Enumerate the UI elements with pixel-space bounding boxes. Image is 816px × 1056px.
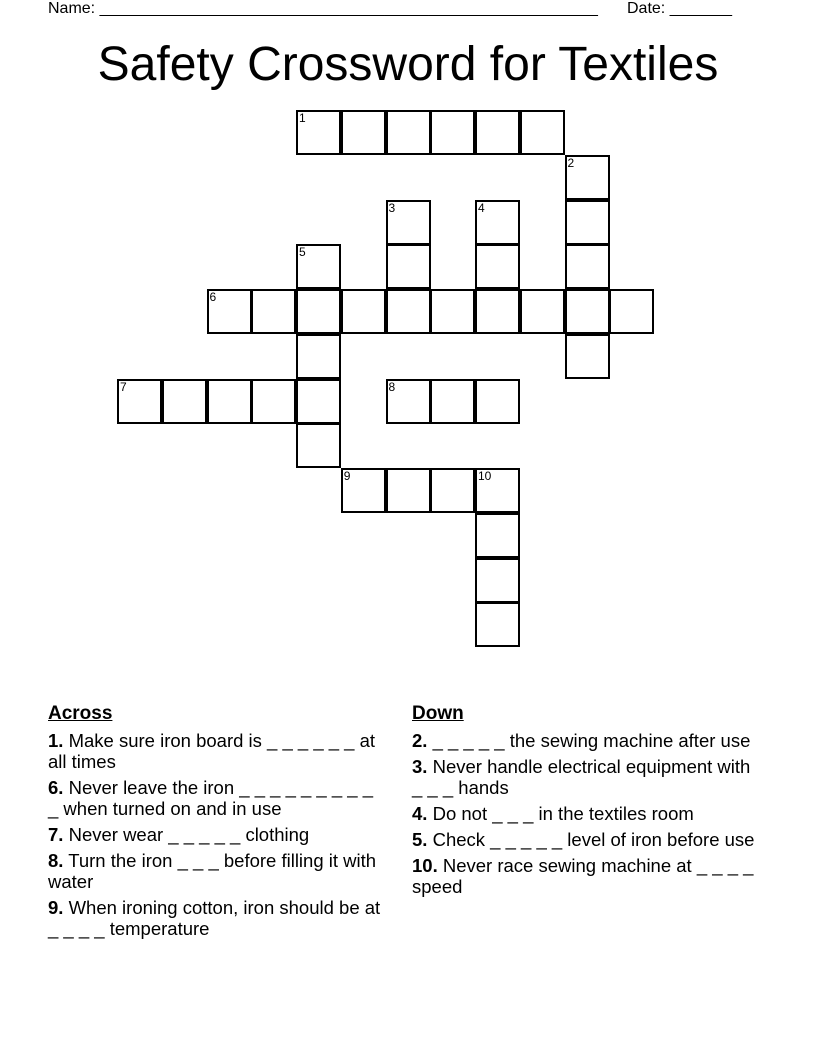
clue-item <box>48 777 384 819</box>
grid-cell[interactable] <box>162 379 207 424</box>
grid-cell[interactable] <box>565 244 610 289</box>
grid-cell[interactable] <box>475 289 520 334</box>
grid-cell[interactable] <box>296 334 341 379</box>
clue-item <box>48 824 384 845</box>
grid-cell[interactable] <box>520 110 565 155</box>
clue-item <box>412 803 757 824</box>
grid-cell[interactable] <box>386 244 431 289</box>
grid-cell[interactable] <box>475 468 520 513</box>
grid-cell[interactable] <box>430 110 475 155</box>
clue-num: 5. <box>412 829 428 850</box>
page-title: Safety Crossword for Textiles <box>97 38 719 91</box>
clue-text: Make sure iron board is _ _ _ _ _ _ at all times <box>48 730 376 772</box>
grid-cell[interactable] <box>117 379 162 424</box>
clue-item <box>48 850 384 892</box>
grid-cell[interactable] <box>296 244 341 289</box>
grid-cell[interactable] <box>475 200 520 245</box>
grid-cell[interactable] <box>565 289 610 334</box>
clue-number: 4 <box>478 200 485 215</box>
clue-text: _ _ _ _ _ the sewing machine after use <box>427 730 751 751</box>
clue-text: Check _ _ _ _ _ level of iron before use <box>427 829 755 850</box>
grid-cell[interactable] <box>386 200 431 245</box>
clue-number: 3 <box>388 200 396 215</box>
grid-cell[interactable] <box>430 379 475 424</box>
grid-cell[interactable] <box>475 513 520 558</box>
grid-cell[interactable] <box>609 289 654 334</box>
name-field[interactable]: Name: ________________________________________________________ <box>48 0 598 17</box>
grid-cell[interactable] <box>341 468 386 513</box>
clue-number: 2 <box>567 155 575 170</box>
grid-cell[interactable] <box>430 289 475 334</box>
clue-num: 3. <box>412 756 428 777</box>
clue-num: 2. <box>412 730 428 751</box>
grid-cell[interactable] <box>251 379 296 424</box>
grid-cell[interactable] <box>520 289 565 334</box>
clue-num: 8. <box>48 850 64 871</box>
grid-cell[interactable] <box>386 468 431 513</box>
clue-number: 5 <box>299 245 306 260</box>
clue-number: 9 <box>343 469 351 483</box>
across-clues <box>48 703 384 944</box>
grid-cell[interactable] <box>341 289 386 334</box>
grid-cell[interactable] <box>475 379 520 424</box>
clue-item <box>412 829 757 850</box>
down-clues <box>412 703 757 902</box>
clue-num: 10. <box>412 855 438 876</box>
clue-num: 6. <box>48 777 64 798</box>
grid-cell[interactable] <box>207 379 252 424</box>
clue-item <box>412 730 757 751</box>
clue-num: 4. <box>412 803 428 824</box>
clue-number: 10 <box>478 469 492 483</box>
grid-cell[interactable] <box>296 379 341 424</box>
clue-num: 9. <box>48 897 64 918</box>
clue-text: When ironing cotton, iron should be at _ _ _ _ temperature <box>48 897 381 939</box>
down-heading: Down <box>412 703 464 724</box>
clue-text: Never leave the iron _ _ _ _ _ _ _ _ _ _ when turned on and in use <box>48 777 373 819</box>
grid-cell[interactable] <box>386 289 431 334</box>
grid-cell[interactable] <box>386 110 431 155</box>
clue-item <box>412 756 757 798</box>
clue-text: Never handle electrical equipment with _ _ _ hands <box>412 756 751 798</box>
grid-cell[interactable] <box>565 155 610 200</box>
clue-text: Do not _ _ _ in the textiles room <box>427 803 694 824</box>
clue-num: 1. <box>48 730 64 751</box>
clue-text: Never race sewing machine at _ _ _ _ speed <box>412 855 754 897</box>
grid-cell[interactable] <box>341 110 386 155</box>
grid-cell[interactable] <box>296 289 341 334</box>
clue-text: Never wear _ _ _ _ _ clothing <box>63 824 310 845</box>
clue-item <box>48 897 384 939</box>
clue-text: Turn the iron _ _ _ before filling it with water <box>48 850 377 892</box>
grid-cell[interactable] <box>475 558 520 603</box>
grid-cell[interactable] <box>386 379 431 424</box>
grid-cell[interactable] <box>475 110 520 155</box>
clue-number: 1 <box>299 111 306 125</box>
clue-item <box>48 730 384 772</box>
grid-cell[interactable] <box>430 468 475 513</box>
grid-cell[interactable] <box>475 244 520 289</box>
grid-cell[interactable] <box>565 334 610 379</box>
grid-cell[interactable] <box>296 423 341 468</box>
clue-item <box>412 855 757 897</box>
grid-cell[interactable] <box>296 110 341 155</box>
grid-cell[interactable] <box>565 200 610 245</box>
across-heading: Across <box>48 703 113 724</box>
clue-num: 7. <box>48 824 64 845</box>
date-field[interactable]: Date: _______ <box>627 0 732 17</box>
clue-number: 7 <box>120 379 127 394</box>
grid-cell[interactable] <box>475 602 520 647</box>
grid-cell[interactable] <box>251 289 296 334</box>
clue-number: 6 <box>209 290 217 304</box>
clue-number: 8 <box>388 379 396 394</box>
grid-cell[interactable] <box>207 289 252 334</box>
